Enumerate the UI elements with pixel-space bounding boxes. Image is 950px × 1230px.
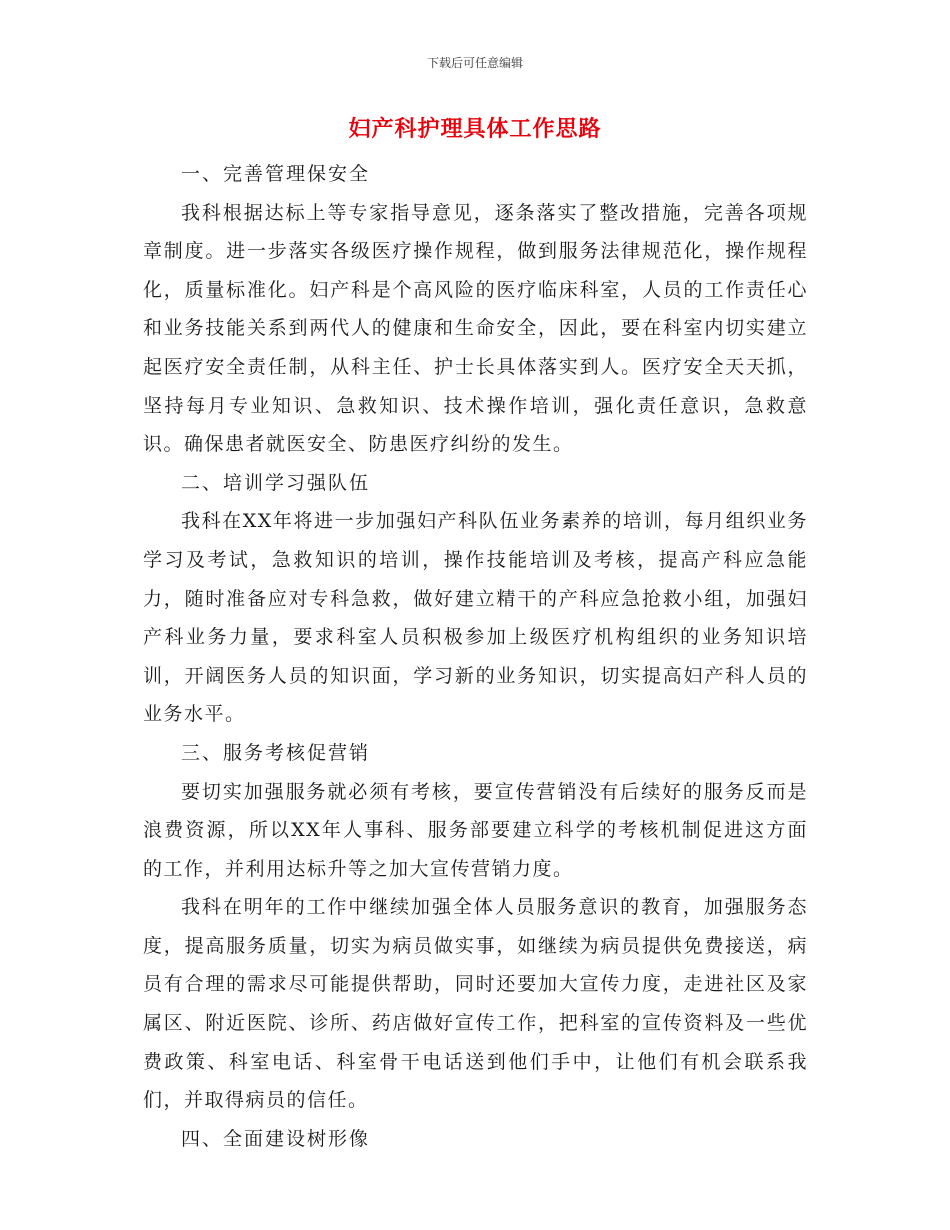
body-paragraph: 我科在明年的工作中继续加强全体人员服务意识的教育，加强服务态度，提高服务质量，切实为病员做实事，如继续为病员提供免费接送，病员有合理的需求尽可能提供帮助，同时还要加大宣传力度，走进社区及家属区、附近医院、诊所、药店做好宣传工作，把科室的宣传资料及一些优费政策、科室电话、科室骨干电话送到他们手中，让他们有机会联系我们，并取得病员的信任。 — [143, 896, 808, 1112]
section-heading-4: 四、全面建设树形像 — [181, 1127, 371, 1150]
body-paragraph: 我科根据达标上等专家指导意见，逐条落实了整改措施，完善各项规章制度。进一步落实各级医疗操作规程，做到服务法律规范化，操作规程化，质量标准化。妇产科是个高风险的医疗临床科室，人员的工作责任心和业务技能关系到两代人的健康和生命安全，因此，要在科室内切实建立起医疗安全责任制，从科主任、护士长具体落实到人。医疗安全天天抓，坚持每月专业知识、急救知识、技术操作培训，强化责任意识，急救意识。确保患者就医安全、防患医疗纠纷的发生。 — [143, 201, 808, 456]
document-title: 妇产科护理具体工作思路 — [348, 116, 602, 142]
section-heading-3: 三、服务考核促营销 — [181, 741, 371, 764]
section-heading-2: 二、培训学习强队伍 — [181, 471, 371, 494]
section-heading-1: 一、完善管理保安全 — [181, 163, 371, 185]
body-paragraph: 我科在XX年将进一步加强妇产科队伍业务素养的培训，每月组织业务学习及考试，急救知识的培训，操作技能培训及考核，提高产科应急能力，随时准备应对专科急救，做好建立精干的产科应急抢救小组，加强妇产科业务力量，要求科室人员积极参加上级医疗机构组织的业务知识培训，开阔医务人员的知识面，学习新的业务知识，切实提高妇产科人员的业务水平。 — [143, 510, 808, 726]
header-note: 下载后可任意编辑 — [426, 56, 523, 70]
document-body — [143, 155, 808, 1158]
body-paragraph: 要切实加强服务就必须有考核，要宣传营销没有后续好的服务反而是浪费资源，所以XX年人事科、服务部要建立科学的考核机制促进这方面的工作，并利用达标升等之加大宣传营销力度。 — [143, 780, 808, 880]
